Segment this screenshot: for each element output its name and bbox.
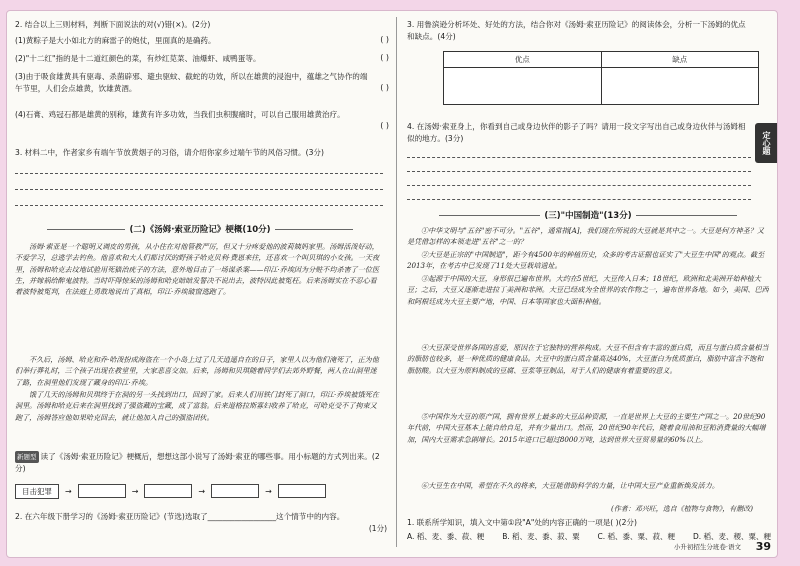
bad-answer-cell[interactable]: [601, 68, 759, 105]
q2-item-3: (3)由于吸食雄黄具有驱毒、杀菌辟邪、避虫驱蚊、截蛇的功效，所以在雄黄的浸泡中，蕴雄之气协作的端午节里，人们会点雄黄，饮雄黄酒。: [15, 72, 368, 93]
passage-paragraph-2: 不久后，汤姆、哈克和乔·哈泼扮成海盗在一个小岛上过了几天逍遥自在的日子，家里人以为他们淹死了，正为他们举行葬礼时，三个孩子出现在教堂里，大家悲喜交加。后来，汤姆和贝琪随着同学们去郊外野餐，两人在山洞里迷了路，在洞里他们发现了藏身的印江·乔埃。: [15, 355, 379, 387]
answer-line[interactable]: [407, 171, 751, 172]
col-good-header: 优点: [444, 52, 602, 68]
q2-answer-4[interactable]: ( ): [380, 121, 389, 130]
passage3-paragraph-2: ②大豆是正宗的"中国制造"，距今有4500年的种植历史，众多的考古证据也证实了"大豆生中国"的观点。截至2013年，在考古中已发现了11处大豆栽培遗址。: [407, 250, 765, 271]
q1-stem: 新题型 读了《汤姆·索亚历险记》梗概后，想想这部小说写了汤姆·索亚的哪些事。用小标题的方式列出来。(2分): [15, 452, 380, 473]
passage-paragraph-1: 汤姆·索亚是一个聪明又调皮的男孩，从小住在对他管教严厉，但又十分疼爱他的波莉姨妈家里。汤姆活泼好动，不爱学习，总逃学去钓鱼。他喜欢和大人们都讨厌的野孩子哈克贝利·费恩来往，还喜欢一个叫贝琪的小女孩。一天夜里，汤姆和哈克去坟地试验用死猫治疣子的方法，意外地目击了一场谋杀案——印江·乔埃因为分赃不均杀害了一位医生，并嫁祸给醉鬼波特。当时吓得惊呆的汤姆和哈克暗暗发誓决不说出去，波特因此被冤枉。后来汤姆实在不忍心看着波特被冤判，在法庭上勇敢地说出了真相，印江·乔埃破窗逃跑了。: [15, 242, 380, 297]
good-answer-cell[interactable]: [444, 68, 602, 105]
q2b-score: (1分): [368, 524, 387, 533]
subtitle-flow: [15, 483, 326, 499]
arrow-right-icon: →: [265, 486, 272, 496]
flow-start-box: 目击犯罪: [15, 484, 59, 499]
flow-answer-box[interactable]: [78, 484, 126, 498]
passage3-paragraph-3: ③起源于中国的大豆，身形很已遍布世界。大约在5世纪，大豆传入日本；18世纪，欧洲和北美洲开始种植大豆；之后，大豆又逐渐走进拉丁美洲和非洲。大豆已经成为全世界的农作物之一，遍布世界各地。如今，美国、巴西和阿根廷成为大豆主要产地，中国、日本等国家也大面积种植。: [407, 274, 769, 306]
q2-answer-2[interactable]: ( ): [380, 53, 389, 62]
page-footer: 小升初招生分班卷·语文: [673, 543, 741, 551]
section-tab: 定心题: [755, 123, 777, 163]
flow-answer-box[interactable]: [278, 484, 326, 498]
answer-line[interactable]: [407, 157, 751, 158]
q1-choices: [407, 531, 771, 542]
page-number: 39: [755, 540, 771, 553]
choice-c[interactable]: C. 稻、黍、粟、菽、粳: [597, 532, 676, 541]
arrow-right-icon: →: [65, 486, 72, 496]
q2-item-4: (4)石膏、鸡冠石都是雄黄的别称，雄黄有许多功效，当我们虫积腹痛时，可以自己服用雄黄治疗。: [15, 110, 345, 119]
column-divider: [396, 17, 397, 547]
flow-answer-box[interactable]: [211, 484, 259, 498]
q2-item-2: (2)"十二红"指的是十二道红颜色的菜，有炒红苋菜、油爆虾、咸鸭蛋等。: [15, 54, 261, 63]
answer-line[interactable]: [15, 189, 383, 190]
col-bad-header: 缺点: [601, 52, 759, 68]
section2-title: (二)《汤姆·索亚历险记》梗概(10分): [7, 223, 393, 235]
flow-answer-box[interactable]: [144, 484, 192, 498]
q3-stem: 3. 材料二中，作者家乡有端午节放黄烟子的习俗，请介绍你家乡过端午节的风俗习惯。(3分): [15, 148, 324, 157]
choice-a[interactable]: A. 稻、麦、黍、菽、粳: [407, 532, 485, 541]
q2-stem: 2. 结合以上三则材料，判断下面说法的对(√)错(×)。(2分): [15, 20, 211, 29]
right-column: [399, 11, 777, 557]
pros-cons-table: [443, 51, 759, 105]
q3-right-stem: 3. 用鲁滨逊分析坏处、好处的方法，结合你对《汤姆·索亚历险记》的阅读体会，分析一下汤姆的优点和缺点。(4分): [407, 20, 746, 41]
passage3-author: (作者：邓兴旺，选自《植物与食物》，有删改): [611, 505, 753, 513]
choice-d[interactable]: D. 稻、麦、稷、粟、粳: [692, 532, 771, 541]
answer-line[interactable]: [15, 205, 383, 206]
passage3-paragraph-1: ①中华文明与"五谷"密不可分。"五谷"，通常指[A]，我们现在所说的大豆就是其中之一。大豆是何方神圣？又是凭借怎样的本领走进"五谷"之一的？: [407, 226, 764, 247]
exam-sheet: [6, 10, 778, 558]
arrow-right-icon: →: [198, 486, 206, 496]
q2-answer-3[interactable]: ( ): [380, 83, 389, 92]
q1-right-stem: 1. 联系所学知识，填入文中第①段"A"处的内容正确的一项是( )(2分): [407, 518, 637, 527]
section3-title: (三)"中国制造"(13分): [399, 209, 777, 221]
passage-paragraph-3: 饿了几天的汤姆和贝琪终于在洞的另一头找到出口，回到了家。后来人们用铁门封死了洞口，印江·乔埃被饿死在洞里。汤姆和哈克后来在洞里找到了强盗藏的宝藏，成了富翁。后来道格拉斯寡妇收养了哈克，可哈克受不了拘束又跑了，汤姆答应他如果哈克回去，就让他加入自己的强盗团伙。: [15, 390, 379, 422]
choice-b[interactable]: B. 稻、麦、黍、菽、粟: [502, 532, 580, 541]
passage3-paragraph-6: ⑥大豆生在中国，希望在不久的将来，大豆能借助科学的力量，让中国大豆产业重新焕发活力。: [421, 481, 719, 490]
passage3-paragraph-5: ⑤中国作为大豆的原产国，拥有世界上最多的大豆品种资源，一直是世界上大豆的主要生产国之一。20世纪90年代前，中国大豆基本上能自给自足，并有少量出口。然而，20世纪90年代后，随着食用油和豆粕消费量的大幅增加，国内大豆需求急剧增长。2015年进口已超过8000万吨，达到世界大豆贸易量的60%以上。: [407, 412, 766, 444]
q2-item-1: (1)黄粽子是大小如北方的麻雷子的炮仗，里面真的是确药。: [15, 36, 216, 45]
arrow-right-icon: →: [131, 486, 139, 496]
answer-line[interactable]: [15, 173, 383, 174]
q2-answer-1[interactable]: ( ): [380, 35, 389, 44]
q4-stem: 4. 在汤姆·索亚身上，你看到自己或身边伙伴的影子了吗？请用一段文字写出自己或身边伙伴与汤姆相似的地方。(3分): [407, 122, 746, 143]
passage3-paragraph-4: ④大豆深受世界各国的喜爱，原因在于它独特的营养构成。大豆不但含有丰富的蛋白质，而且与蛋白质含量相当的脂肪也较多，是一种优质的健康食品。大豆中的蛋白质含量高达40%，大豆蛋白为优质蛋白，脂肪中富含不饱和脂肪酸。以大豆为原料制成的豆腐、豆浆等豆制品，对于人们的健康有着重要的意义。: [407, 343, 769, 375]
q2b-stem: 2. 在六年级下册学习的《汤姆·索亚历险记》(节选)选取了__________________这个情节中的内容。: [15, 512, 345, 521]
left-column: [7, 11, 393, 557]
answer-line[interactable]: [407, 185, 751, 186]
new-type-badge: 新题型: [17, 453, 37, 461]
answer-line[interactable]: [407, 199, 751, 200]
